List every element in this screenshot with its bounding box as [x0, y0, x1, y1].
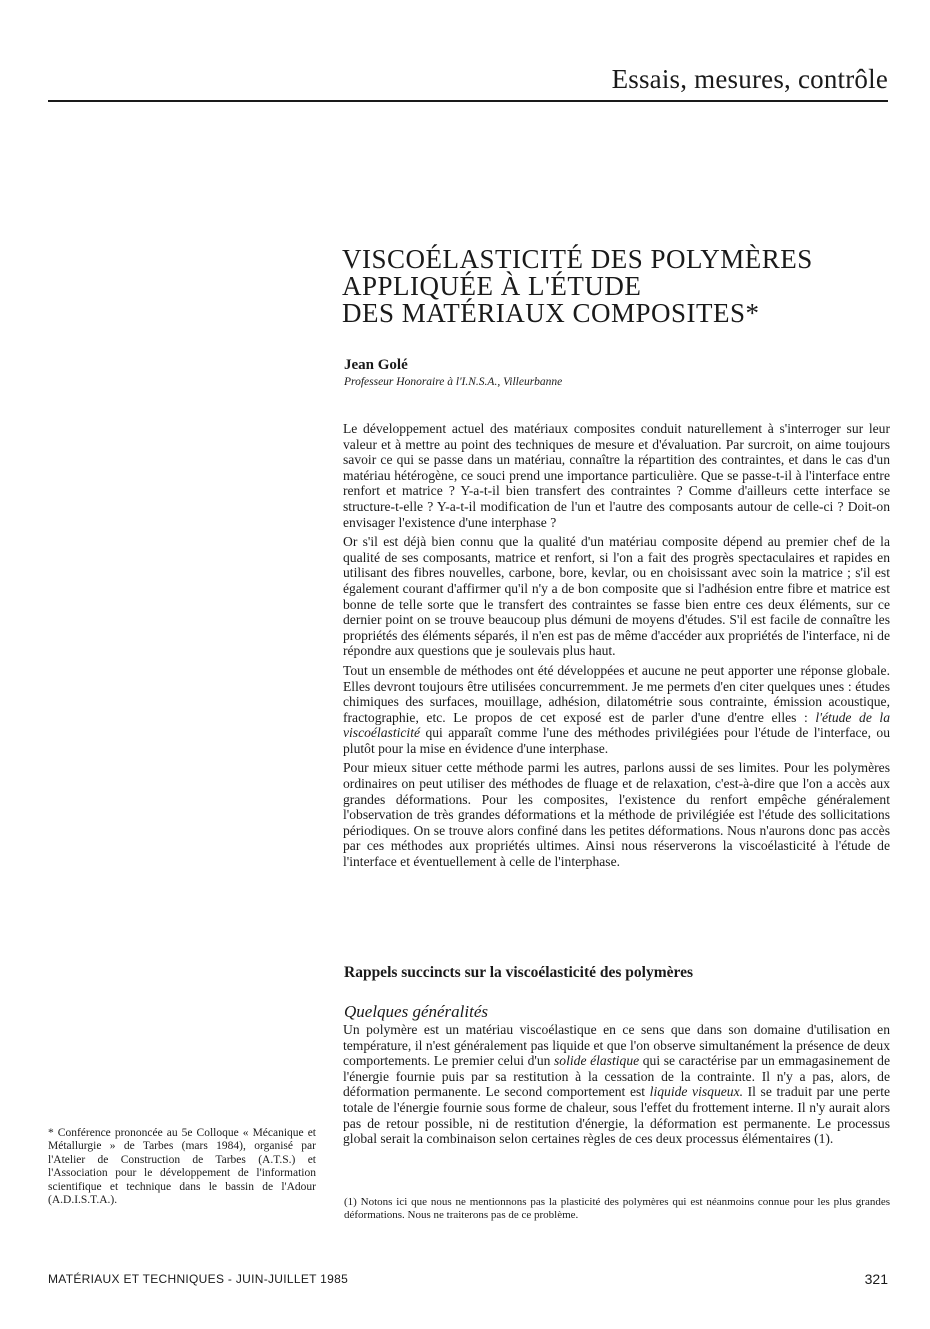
text-run: Un polymère est un matériau viscoélastique en ce sens que dans son domaine d'utilisation en température, il n'est généralement pas liquide et que l'on observe simultanément la présence de deux comportements. Le premier celui d'un	[343, 1022, 890, 1069]
paragraph	[343, 1022, 890, 1147]
general-text	[343, 1022, 890, 1147]
title-line: APPLIQUÉE À L'ÉTUDE	[342, 271, 642, 301]
paragraph: Le développement actuel des matériaux composites conduit naturellement à s'interroger sur leur valeur et à mettre au point des techniques de mesure et d'évaluation. Par surcroit, on aime toujours savoir ce qui se passe dans un matériau, connaître la répartition des contraintes, et dans le cas d'un matériau hétérogène, ce souci prend une importance particulière. Que se passe-t-il à l'interface entre renfort et matrice ? Y-a-t-il bien transfert des contraintes ? Comme d'ailleurs cette interface se structure-t-elle ? Y-a-t-il modification de l'un et l'autre des composants autour de celle-ci ? Doit-on envisager l'existence d'une interphase ?	[343, 421, 890, 530]
paragraph	[343, 663, 890, 757]
text-run: Il se traduit par une perte totale de l'énergie fournie sous forme de chaleur, sous l'effet du frottement interne. Il n'y aurait alors pas de retour possible, ni de restitution d'énergie, la déformation est permanente. Le processus global serait la combinaison selon certaines règles de ces deux processus élémentaires (1).	[343, 1084, 891, 1147]
section-header: Essais, mesures, contrôle	[611, 64, 888, 94]
text-run: qui apparaît comme l'une des méthodes privilégiées pour l'étude de l'interface, ou plutôt pour la mise en évidence d'une interphase.	[343, 725, 890, 756]
subsection-heading: Quelques généralités	[344, 1002, 488, 1021]
header-rule	[48, 100, 888, 102]
text-run: Tout un ensemble de méthodes ont été développées et aucune ne peut apporter une réponse globale. Elles devront toujours être utilisées concurremment. Je me permets d'en citer quelques unes : études chimiques des surfaces, mouillage, adhésion, dilatométrie sous contrainte, émission acoustique, fractographie, etc. Le propos de cet exposé est de parler d'une d'entre elles :	[343, 662, 890, 725]
emphasis: liquide visqueux.	[649, 1084, 744, 1100]
numbered-note: (1) Notons ici que nous ne mentionnons pas la plasticité des polymères qui est néanmoins connue pour les plus grandes déformations. Nous ne traiterons pas de ce problème.	[344, 1196, 890, 1221]
author-affiliation: Professeur Honoraire à l'I.N.S.A., Villeurbanne	[344, 376, 563, 388]
title-line: DES MATÉRIAUX COMPOSITES*	[342, 298, 760, 328]
paragraph: Or s'il est déjà bien connu que la qualité d'un matériau composite dépend au premier chef de la qualité de ses composants, matrice et renfort, si l'on a fait des progrès spectaculaires et rapides en utilisant des fibres nouvelles, carbone, bore, kevlar, ou en choisissant avec soin la matrice ; s'il est également courant d'affirmer qu'il n'y a de bon composite que si l'adhésion entre fibre et matrice est bonne de telle sorte que le transfert des contraintes se fasse bien entre ces deux éléments, sur ce dernier point on se trouve beaucoup plus démuni de moyens d'études. S'il est facile de connaître les propriétés des éléments séparés, il n'en est pas de même d'accéder aux propriétés de l'interface, ni de répondre aux questions que je soulevais plus haut.	[343, 534, 890, 659]
article-title	[342, 246, 902, 327]
author-name: Jean Golé	[344, 357, 408, 373]
title-line: VISCOÉLASTICITÉ DES POLYMÈRES	[342, 244, 813, 274]
section-heading: Rappels succincts sur la viscoélasticité des polymères	[344, 964, 694, 981]
emphasis: l'étude de la viscoélasticité	[343, 709, 890, 741]
footnote: * Conférence prononcée au 5e Colloque « Mécanique et Métallurgie » de Tarbes (mars 1984), organisé par l'Atelier de Construction de Tarbes (A.T.S.) et l'Association pour le développement de l'information scientifique et technique dans le bassin de l'Adour (A.D.I.S.T.A.).	[48, 1127, 316, 1207]
emphasis: solide élastique	[554, 1053, 640, 1069]
page-number: 321	[864, 1271, 888, 1287]
journal-footer: MATÉRIAUX ET TECHNIQUES - JUIN-JUILLET 1985	[48, 1272, 349, 1286]
paragraph: Pour mieux situer cette méthode parmi les autres, parlons aussi de ses limites. Pour les polymères ordinaires on peut utiliser des méthodes de fluage et de relaxation, c'est-à-dire que l'on a accès aux grandes déformations. Pour les composites, l'existence du renfort empêche généralement l'observation de très grandes déformations et la méthode de privilégiée est l'étude des sollicitations périodiques. On se trouve alors confiné dans les petites déformations. Nous n'aurons donc pas accès par ces méthodes aux propriétés ultimes. Ainsi nous réserverons la viscoélasticité à l'étude de l'interface et éventuellement à celle de l'interphase.	[343, 760, 890, 870]
text-run: qui se caractérise par un emmagasinement de l'énergie fournie puis par sa restitution à la cessation de la contrainte. Il n'y a pas, alors, de déformation permanente. Le second comportement est	[343, 1053, 890, 1100]
intro-text	[343, 421, 890, 870]
